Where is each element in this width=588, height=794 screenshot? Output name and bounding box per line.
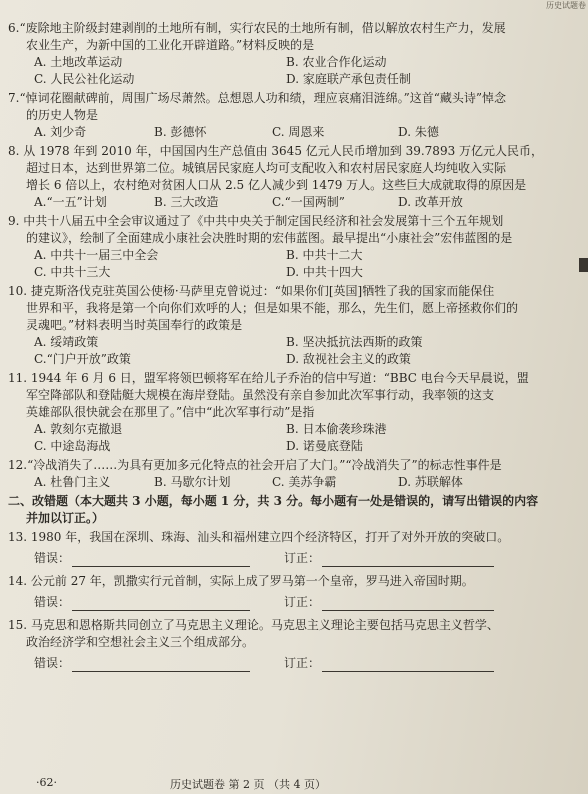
question-7 (8, 90, 568, 141)
question-text: 的建议》，绘制了全面建成小康社会决胜时期的宏伟蓝图。最早提出“小康社会”宏伟蓝图的是 (26, 231, 513, 245)
option-b: B. 农业合作化运动 (286, 55, 387, 69)
option-d: D. 敌视社会主义的政策 (286, 352, 411, 366)
option-b: B. 马歇尔计划 (154, 475, 231, 489)
question-15 (8, 617, 568, 672)
option-d: D. 家庭联产承包责任制 (286, 72, 411, 86)
options (8, 334, 568, 368)
answer-row (8, 594, 568, 611)
options (8, 54, 568, 88)
option-a: A.“一五”计划 (34, 195, 107, 209)
option-d: D. 中共十四大 (286, 265, 363, 279)
error-field[interactable] (34, 594, 284, 611)
option-a: A. 敦刻尔克撤退 (34, 422, 123, 436)
question-text: 13. 1980 年，我国在深圳、珠海、汕头和福州建立四个经济特区，打开了对外开放的突破口。 (8, 530, 510, 544)
question-text: 15. 马克思和恩格斯共同创立了马克思主义理论。马克思主义理论主要包括马克思主义哲学、 (8, 618, 499, 632)
options (8, 194, 568, 211)
question-text: 英雄部队很快就会在那里了。”信中“此次军事行动”是指 (26, 405, 315, 419)
option-a: A. 杜鲁门主义 (34, 475, 111, 489)
option-a: A. 刘少奇 (34, 125, 87, 139)
fix-label: 订正： (284, 551, 321, 565)
options (8, 421, 568, 455)
question-text: 7.“悼词花圈献碑前，周围广场尽萧然。总想恩人功和绩，理应哀痛泪涟绵。”这首“藏头诗”悼念 (8, 91, 506, 105)
question-10 (8, 283, 568, 368)
error-blank[interactable] (72, 554, 250, 567)
option-a: A. 中共十一届三中全会 (34, 248, 159, 262)
error-blank[interactable] (72, 659, 250, 672)
fix-blank[interactable] (322, 554, 494, 567)
option-b: B. 日本偷袭珍珠港 (286, 422, 387, 436)
fix-field[interactable] (284, 594, 494, 611)
fix-label: 订正： (284, 656, 321, 670)
page-number: ·62· (36, 776, 57, 789)
fix-field[interactable] (284, 655, 494, 672)
question-14 (8, 573, 568, 611)
option-d: D. 朱德 (398, 125, 439, 139)
question-text: 8. 从 1978 年到 2010 年，中国国内生产总值由 3645 亿元人民币增加到 39.7893 万亿元人民币， (8, 144, 544, 158)
options (8, 247, 568, 281)
answer-row (8, 655, 568, 672)
option-b: B. 中共十二大 (286, 248, 363, 262)
error-field[interactable] (34, 655, 284, 672)
question-text: 灵魂吧。”材料表明当时英国奉行的政策是 (26, 318, 243, 332)
option-a: A. 绥靖政策 (34, 335, 99, 349)
question-text: 14. 公元前 27 年，凯撒实行元首制，实际上成了罗马第一个皇帝，罗马进入帝国时期。 (8, 574, 474, 588)
question-13 (8, 529, 568, 567)
question-text: 农业生产，为新中国的工业化开辟道路。”材料反映的是 (26, 38, 315, 52)
question-text: 的历史人物是 (26, 108, 99, 122)
question-text: 10. 捷克斯洛伐克驻英国公使杨·马萨里克曾说过：“如果你们[英国]牺牲了我的国家而能保住 (8, 284, 495, 298)
fix-field[interactable] (284, 550, 494, 567)
options (8, 124, 568, 141)
error-label: 错误： (34, 656, 71, 670)
error-label: 错误： (34, 595, 71, 609)
error-label: 错误： (34, 551, 71, 565)
option-c: C.“门户开放”政策 (34, 352, 131, 366)
error-field[interactable] (34, 550, 284, 567)
option-d: D. 改革开放 (398, 195, 463, 209)
option-b: B. 彭德怀 (154, 125, 207, 139)
error-blank[interactable] (72, 598, 250, 611)
option-b: B. 三大改造 (154, 195, 219, 209)
section-text: 二、改错题（本大题共 3 小题，每小题 1 分，共 3 分。每小题有一处是错误的，请写出错误的内容 (8, 494, 539, 508)
option-c: C. 美苏争霸 (272, 475, 337, 489)
question-text: 世界和平，我将是第一个向你们欢呼的人；但是如果不能，那么，先生们，愿上帝拯救你们的 (26, 301, 519, 315)
section-text: 并加以订正。） (26, 511, 105, 525)
question-text: 军空降部队和登陆艇大规模在海岸登陆。虽然没有亲自参加此次军事行动，我率领的这支 (26, 388, 495, 402)
option-c: C. 周恩来 (272, 125, 325, 139)
question-text: 超过日本，达到世界第二位。城镇居民家庭人均可支配收入和农村居民家庭人均纯收入实际 (26, 161, 507, 175)
fix-blank[interactable] (322, 659, 494, 672)
answer-row (8, 550, 568, 567)
question-8 (8, 143, 568, 211)
binder-mark (579, 258, 588, 272)
section-2-heading (8, 493, 568, 527)
footer-title: 历史试题卷 第 2 页 （共 4 页） (170, 778, 326, 791)
option-c: C. 中共十三大 (34, 265, 111, 279)
question-6 (8, 20, 568, 88)
page-footer (0, 776, 588, 792)
question-text: 9. 中共十八届五中全会审议通过了《中共中央关于制定国民经济和社会发展第十三个五年规划 (8, 214, 504, 228)
question-text: 11. 1944 年 6 月 6 日，盟军将领巴顿将军在给儿子乔治的信中写道：“BBC 电台今天早晨说，盟 (8, 371, 529, 385)
question-9 (8, 213, 568, 281)
question-text: 12.“冷战消失了……为具有更加多元化特点的社会开启了大门。”“冷战消失了”的标志性事件是 (8, 458, 502, 472)
question-11 (8, 370, 568, 455)
option-c: C.“一国两制” (272, 195, 345, 209)
option-c: C. 人民公社化运动 (34, 72, 135, 86)
question-text: 6.“废除地主阶级封建剥削的土地所有制，实行农民的土地所有制，借以解放农村生产力，发展 (8, 21, 506, 35)
option-b: B. 坚决抵抗法西斯的政策 (286, 335, 423, 349)
fix-blank[interactable] (322, 598, 494, 611)
option-d: D. 诺曼底登陆 (286, 439, 363, 453)
fix-label: 订正： (284, 595, 321, 609)
option-d: D. 苏联解体 (398, 475, 463, 489)
exam-content (8, 20, 568, 678)
corner-header: 历史试题卷 (546, 1, 586, 10)
question-text: 政治经济学和空想社会主义三个组成部分。 (26, 635, 255, 649)
options (8, 474, 568, 491)
question-12 (8, 457, 568, 491)
option-a: A. 土地改革运动 (34, 55, 123, 69)
question-text: 增长 6 倍以上，农村绝对贫困人口从 2.5 亿人减少到 1479 万人。这些巨大成就取得的原因是 (26, 178, 527, 192)
option-c: C. 中途岛海战 (34, 439, 111, 453)
